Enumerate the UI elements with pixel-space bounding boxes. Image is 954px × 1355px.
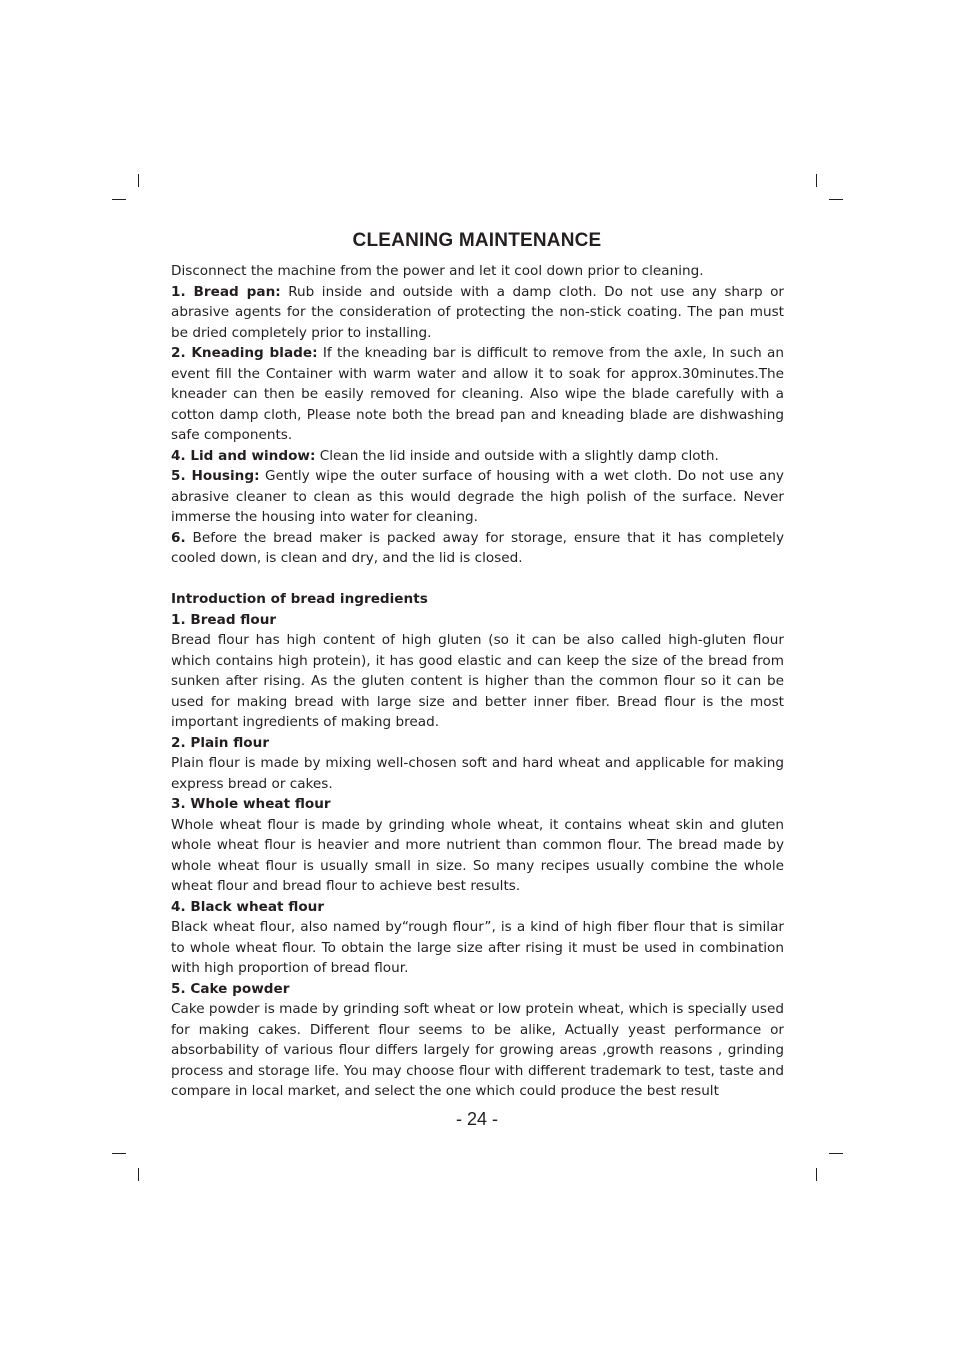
crop-mark-top-left-vertical [138,174,139,187]
cleaning-item-label: 5. Housing: [171,468,260,484]
cleaning-item-text: Clean the lid inside and outside with a slightly damp cloth. [315,447,719,464]
ingredients-section-heading: Introduction of bread ingredients [171,591,428,607]
cleaning-item-text: Before the bread maker is packed away for storage, ensure that it has completely cooled down, is clean and dry, and the lid is closed. [171,529,784,566]
cleaning-item-housing [171,466,784,528]
crop-mark-bottom-left-vertical [138,1168,139,1181]
ingredient-text-whole-wheat-flour: Whole wheat flour is made by grinding whole wheat, it contains wheat skin and gluten whole wheat flour is heavier and more nutrient than common flour. The bread made by whole wheat flour is usually small in size. So many recipes usually combine the whole wheat flour and bread flour to achieve best results. [171,816,784,894]
page-number: - 24 - [455,1109,498,1129]
intro-paragraph: Disconnect the machine from the power and let it cool down prior to cleaning. [171,263,704,279]
cleaning-item-text: If the kneading bar is difficult to remove from the axle, In such an event fill the Container with warm water and allow it to soak for approx.30minutes.The kneader can then be easily removed for cleaning. Also wipe the blade carefully with a cotton damp cloth, Please note both the bread pan and kneading blade are dishwashing safe components. [171,345,784,443]
ingredient-heading-whole-wheat-flour: 3. Whole wheat flour [171,796,331,812]
cleaning-item-label: 6. [171,529,186,546]
cleaning-item-lid-and-window [171,446,784,467]
cleaning-item-kneading-blade [171,343,784,446]
ingredient-text-black-wheat-flour: Black wheat flour, also named by“rough flour”, is a kind of high fiber flour that is similar to whole wheat flour. To obtain the large size after rising it must be used in combination with high proportion of bread flour. [171,919,784,976]
crop-mark-top-right-vertical [816,174,817,187]
ingredient-text-cake-powder: Cake powder is made by grinding soft wheat or low protein wheat, which is specially used for making cakes. Different flour seems to be alike, Actually yeast performance or absorbability of various flour differs largely for growing areas ,growth reasons , grinding process and storage life. You may choose flour with different trademark to test, taste and compare in local market, and select the one which could produce the best result [171,1001,784,1099]
cleaning-item-text: Gently wipe the outer surface of housing with a wet cloth. Do not use any abrasive cleaner to clean as this would degrade the high polish of the surface. Never immerse the housing into water for cleaning. [171,468,784,525]
section-spacer [171,569,784,590]
ingredient-heading-bread-flour: 1. Bread flour [171,611,277,628]
crop-mark-bottom-right-vertical [816,1168,817,1181]
cleaning-item-label: 1. Bread pan: [171,283,281,300]
crop-mark-bottom-right-horizontal [829,1153,843,1154]
crop-mark-top-left-horizontal [112,199,126,200]
cleaning-item-bread-pan [171,282,784,344]
cleaning-item-storage [171,528,784,569]
ingredient-text-plain-flour: Plain flour is made by mixing well-chosen soft and hard wheat and applicable for making express bread or cakes. [171,755,784,792]
page-title: CLEANING MAINTENANCE [352,230,602,251]
ingredient-heading-black-wheat-flour: 4. Black wheat flour [171,898,325,915]
cleaning-item-text: Rub inside and outside with a damp cloth. Do not use any sharp or abrasive agents for the consideration of protecting the non-stick coating. The pan must be dried completely prior to installing. [171,283,784,341]
ingredient-heading-plain-flour: 2. Plain flour [171,734,270,751]
crop-mark-bottom-left-horizontal [112,1153,126,1154]
ingredient-heading-cake-powder: 5. Cake powder [171,980,290,997]
ingredient-text-bread-flour: Bread flour has high content of high gluten (so it can be also called high-gluten flour which contains high protein), it has good elastic and can keep the size of the bread from sunken after rising. As the gluten content is higher than the common flour so it can be used for making bread with large size and better inner fiber. Bread flour is the most important ingredients of making bread. [171,632,784,730]
cleaning-item-label: 4. Lid and window: [171,447,316,464]
crop-mark-top-right-horizontal [829,199,843,200]
page-content [171,261,784,1102]
cleaning-item-label: 2. Kneading blade: [171,345,318,361]
